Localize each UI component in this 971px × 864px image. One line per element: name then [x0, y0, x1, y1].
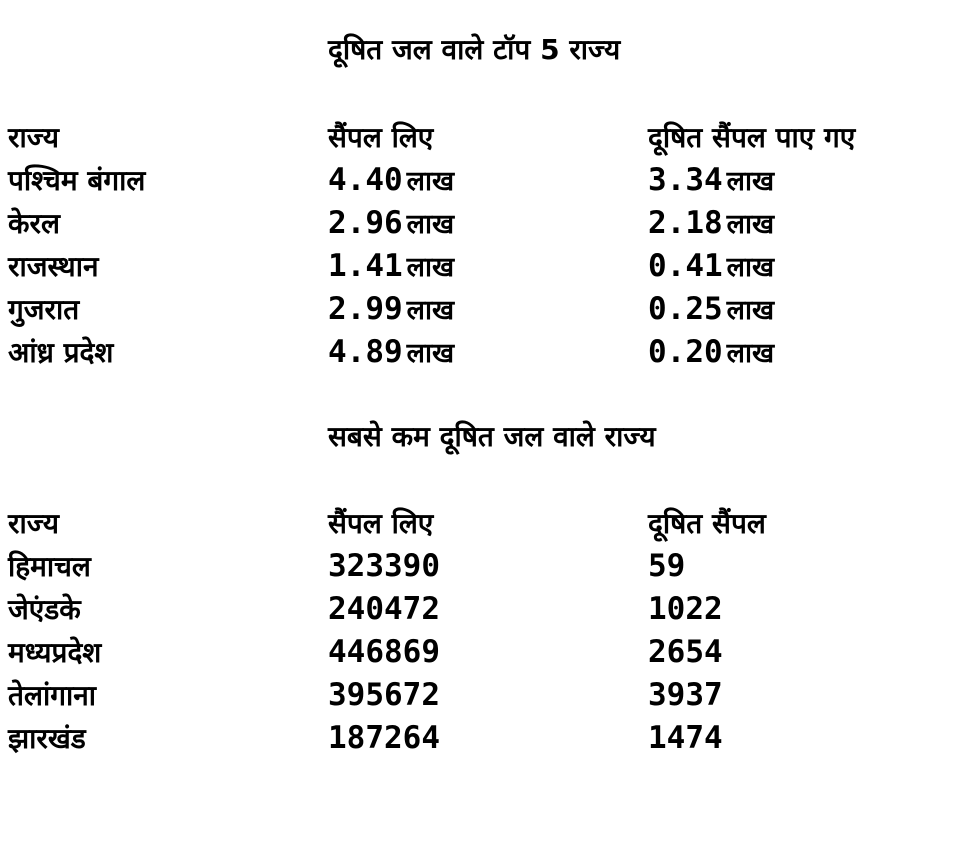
table2-header-state: राज्य	[8, 507, 59, 540]
samples-value: 4.40	[328, 162, 403, 198]
contaminated-value: 3937	[648, 677, 723, 713]
samples-value: 2.96	[328, 205, 403, 241]
state-name: झारखंड	[8, 722, 86, 755]
state-name: तेलांगाना	[8, 679, 97, 712]
state-name: जेएंडके	[8, 593, 81, 626]
samples-value: 187264	[328, 720, 440, 756]
table1-title: दूषित जल वाले टॉप 5 राज्य	[328, 33, 621, 66]
unit-label: लाख	[406, 295, 455, 326]
samples-cell	[328, 159, 454, 203]
unit-label: लाख	[406, 252, 455, 283]
samples-value: 1.41	[328, 248, 403, 284]
samples-cell	[328, 245, 454, 289]
contaminated-value: 2654	[648, 634, 723, 670]
samples-value: 2.99	[328, 291, 403, 327]
state-name: राजस्थान	[8, 250, 99, 283]
samples-cell	[328, 288, 454, 332]
table2-header-samples: सैंपल लिए	[328, 507, 434, 540]
unit-label: लाख	[726, 166, 775, 197]
table1-header-row	[0, 116, 971, 159]
contaminated-cell	[648, 331, 774, 375]
samples-value: 240472	[328, 591, 440, 627]
unit-label: लाख	[726, 209, 775, 240]
unit-label: लाख	[726, 295, 775, 326]
table-row	[0, 545, 971, 588]
unit-label: लाख	[406, 166, 455, 197]
contaminated-value: 0.41	[648, 248, 723, 284]
samples-cell	[328, 202, 454, 246]
table-row	[0, 717, 971, 760]
state-name: आंध्र प्रदेश	[8, 336, 114, 369]
table-row	[0, 288, 971, 331]
contaminated-cell	[648, 288, 774, 332]
table2-title: सबसे कम दूषित जल वाले राज्य	[328, 420, 656, 453]
contaminated-cell	[648, 245, 774, 289]
table-row	[0, 588, 971, 631]
contaminated-value: 3.34	[648, 162, 723, 198]
table-row	[0, 331, 971, 374]
table1-header-contaminated: दूषित सैंपल पाए गए	[648, 121, 856, 154]
samples-cell	[328, 331, 454, 375]
state-name: केरल	[8, 207, 60, 240]
table-row	[0, 159, 971, 202]
unit-label: लाख	[406, 209, 455, 240]
table-row	[0, 674, 971, 717]
table1-header-samples: सैंपल लिए	[328, 121, 434, 154]
unit-label: लाख	[726, 252, 775, 283]
contaminated-value: 0.20	[648, 334, 723, 370]
unit-label: लाख	[406, 338, 455, 369]
samples-value: 4.89	[328, 334, 403, 370]
state-name: मध्यप्रदेश	[8, 636, 102, 669]
contaminated-cell	[648, 159, 774, 203]
state-name: पश्चिम बंगाल	[8, 164, 146, 197]
samples-value: 395672	[328, 677, 440, 713]
contaminated-value: 0.25	[648, 291, 723, 327]
unit-label: लाख	[726, 338, 775, 369]
contaminated-value: 59	[648, 548, 686, 584]
samples-value: 446869	[328, 634, 440, 670]
table-row	[0, 202, 971, 245]
table2-header-row	[0, 502, 971, 545]
state-name: गुजरात	[8, 293, 80, 326]
samples-value: 323390	[328, 548, 440, 584]
contaminated-value: 1474	[648, 720, 723, 756]
table-row	[0, 631, 971, 674]
contaminated-cell	[648, 202, 774, 246]
contaminated-value: 1022	[648, 591, 723, 627]
state-name: हिमाचल	[8, 550, 91, 583]
table-row	[0, 245, 971, 288]
contaminated-value: 2.18	[648, 205, 723, 241]
table2-header-contaminated: दूषित सैंपल	[648, 507, 766, 540]
table1-header-state: राज्य	[8, 121, 59, 154]
